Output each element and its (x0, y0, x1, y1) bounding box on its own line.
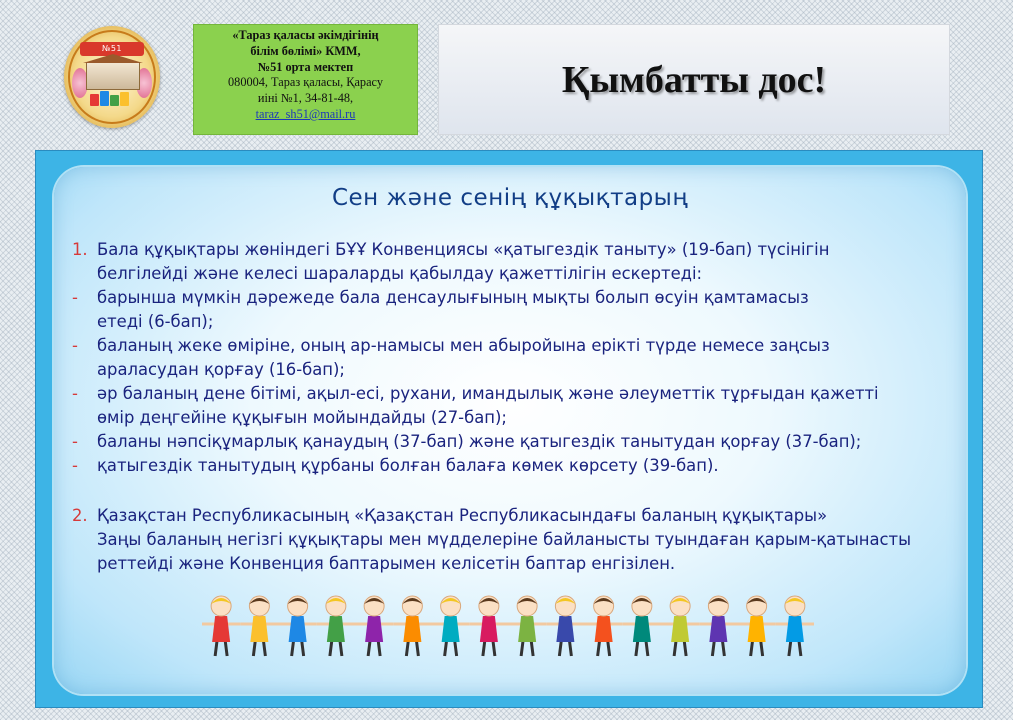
info-line: №51 орта мектеп (257, 59, 354, 74)
children-illustration (202, 590, 814, 660)
item-number: 2. (72, 506, 88, 525)
bullet-dash: - (72, 456, 78, 475)
child-figure-icon (470, 596, 508, 656)
address-line: 080004, Тараз қаласы, Қарасу (228, 75, 383, 90)
greeting-text: Қымбатты дос! (561, 58, 827, 101)
list-item (72, 430, 962, 454)
list-item (72, 454, 962, 478)
item-number: 1. (72, 240, 88, 259)
child-figure-icon (776, 596, 814, 656)
logo-banner: №51 (80, 42, 144, 56)
bullet-dash: - (72, 384, 78, 403)
child-figure-icon (699, 596, 737, 656)
child-figure-icon (355, 596, 393, 656)
rights-content (72, 238, 962, 576)
child-figure-icon (279, 596, 317, 656)
child-figure-icon (240, 596, 278, 656)
list-item (72, 286, 962, 334)
child-figure-icon (393, 596, 431, 656)
item-text: қатыгездік танытудың құрбаны болған балаға көмек көрсету (39-бап). (97, 456, 719, 475)
email-link[interactable]: taraz_sh51@mail.ru (255, 106, 356, 121)
list-item (72, 382, 962, 430)
greeting-banner (438, 24, 950, 135)
item-text: барынша мүмкін дәрежеде бала денсаулығының мықты болып өсуін қамтамасыз етеді (6-бап); (97, 288, 809, 331)
item-text: әр баланың дене бітімі, ақыл-есі, рухани, имандылық және әлеуметтік тұрғыдан қажетті өмір деңгейіне құқығын мойындайды (27-бап); (97, 384, 879, 427)
rights-title: Сен және сенің құқықтарың (331, 185, 689, 211)
child-figure-icon (585, 596, 623, 656)
bullet-dash: - (72, 432, 78, 451)
item-text: Бала құқықтары жөніндегі БҰҰ Конвенциясы «қатыгездік таныту» (19-бап) түсінігін белгілейді және келесі шараларды қабылдау қажеттілігін ескертеді: (97, 240, 830, 283)
school-building-icon (86, 62, 140, 90)
address-line: иіні №1, 34-81-48, (257, 91, 354, 106)
rights-panel (54, 167, 966, 694)
item-text: баланы нәпсіқұмарлық қанаудың (37-бап) және қатыгездік танытудан қорғау (37-бап); (97, 432, 862, 451)
list-item (72, 334, 962, 382)
school-logo (64, 26, 160, 128)
child-figure-icon (202, 596, 240, 656)
child-figure-icon (738, 596, 776, 656)
books-icon (90, 90, 134, 106)
bullet-dash: - (72, 288, 78, 307)
list-item (72, 238, 962, 286)
item-text: баланың жеке өміріне, оның ар-намысы мен абыройына ерікті түрде немесе заңсыз араласудан қорғау (16-бап); (97, 336, 830, 379)
child-figure-icon (317, 596, 355, 656)
info-line: білім бөлімі» КММ, (250, 43, 361, 58)
list-item (72, 504, 962, 576)
child-figure-icon (623, 596, 661, 656)
school-info-box (193, 24, 418, 135)
child-figure-icon (432, 596, 470, 656)
bullet-dash: - (72, 336, 78, 355)
rights-card (35, 150, 983, 708)
child-figure-icon (508, 596, 546, 656)
child-figure-icon (546, 596, 584, 656)
info-line: «Тараз қаласы әкімдігінің (232, 28, 379, 42)
child-figure-icon (661, 596, 699, 656)
item-text: Қазақстан Республикасының «Қазақстан Республикасындағы баланың құқықтары» Заңы баланың негізгі құқықтары мен мүдделеріне байланысты туындаған қарым-қатынасты реттейді және Конвенция баптарымен келісетін баптар енгізілен. (97, 506, 912, 573)
